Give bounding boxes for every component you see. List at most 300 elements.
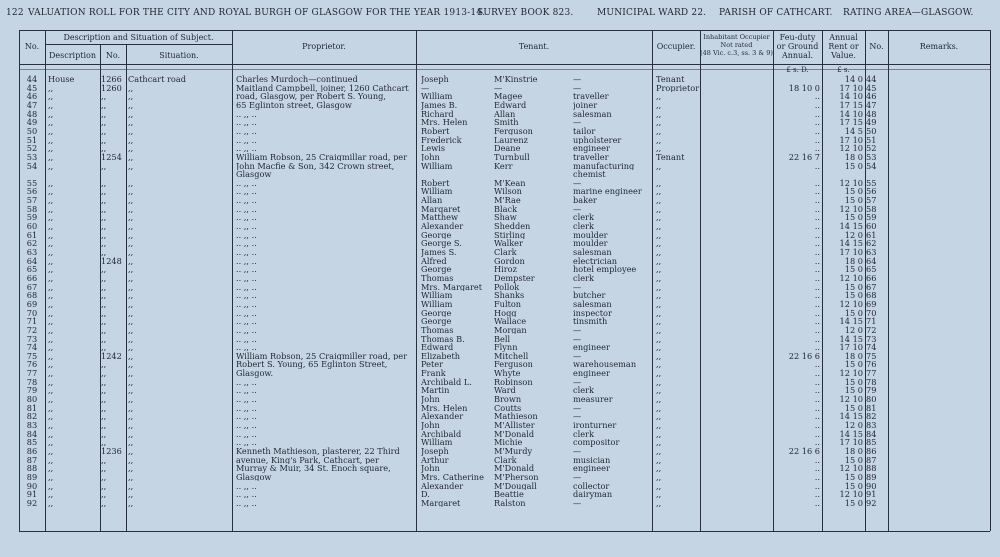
feu-currency-units: £ s. D. (786, 66, 809, 74)
rating-area: RATING AREA—GLASGOW. (843, 8, 974, 18)
cell-no: 84 (26, 429, 38, 439)
table-row (0, 283, 1000, 292)
cell-ann: 15 0 (844, 403, 863, 413)
cell-sit: ,, (128, 239, 134, 248)
cell-num: ,, (101, 126, 107, 136)
cell-occ: engineer (573, 144, 610, 153)
cell-occ: salesman (573, 299, 612, 309)
cell-first: Archibald (421, 429, 462, 439)
cell-occ: baker (573, 196, 597, 205)
cell-last: — (494, 83, 503, 93)
cell-ann: 18 0 (844, 152, 863, 162)
cell-last: Gordon (494, 256, 525, 266)
cell-occupier: ,, (656, 481, 662, 491)
cell-desc: ,, (48, 369, 54, 378)
table-row (0, 447, 1000, 456)
cell-occupier: ,, (656, 222, 662, 231)
cell-no3: 60 (866, 222, 877, 231)
cell-no3: 89 (866, 472, 877, 482)
table-row (0, 248, 1000, 257)
cell-ann: 14 15 (839, 239, 863, 248)
cell-prop: Murray & Muir, 34 St. Enoch square, (236, 464, 391, 473)
cell-first: Edward (421, 343, 454, 352)
cell-feu: .. (814, 343, 820, 352)
cell-feu: .. (814, 299, 820, 309)
cell-sit: ,, (128, 230, 134, 240)
cell-first: Archibald L. (421, 377, 472, 387)
cell-num: ,, (101, 282, 107, 292)
cell-occupier: ,, (656, 239, 662, 248)
cell-num: ,, (101, 196, 107, 205)
table-row (0, 326, 1000, 335)
cell-sit: ,, (128, 455, 134, 465)
cell-first: Alfred (421, 256, 447, 266)
cell-feu: .. (814, 100, 820, 110)
cell-feu: 22 16 7 (788, 152, 820, 162)
cell-occupier: ,, (656, 256, 662, 266)
cell-ann: 15 0 (844, 455, 863, 465)
table-row (0, 231, 1000, 240)
cell-no3: 77 (866, 369, 877, 378)
cell-sit: ,, (128, 92, 134, 101)
cell-occ: — (573, 446, 582, 456)
cell-occupier: ,, (656, 282, 662, 292)
col-description: Description (49, 51, 96, 60)
cell-first: George (421, 317, 452, 326)
cell-ann: 17 15 (839, 100, 863, 110)
cell-last: Ward (494, 386, 516, 395)
cell-occupier: ,, (656, 204, 662, 214)
cell-no: 87 (26, 455, 38, 465)
table-row (0, 300, 1000, 309)
cell-first: Lewis (421, 144, 446, 153)
cell-occ: engineer (573, 369, 610, 378)
cell-sit: ,, (128, 334, 134, 344)
cell-first: James B. (421, 100, 458, 110)
cell-sit: ,, (128, 377, 134, 387)
cell-prop: .. ,, .. (236, 498, 257, 508)
cell-feu: .. (814, 308, 820, 318)
cell-occupier: ,, (656, 343, 662, 352)
cell-num: ,, (101, 386, 107, 395)
cell-ann: 15 0 (844, 265, 863, 274)
cell-feu: .. (814, 481, 820, 491)
cell-ann: 15 0 (844, 291, 863, 300)
cell-no3: 49 (866, 118, 877, 127)
cell-desc: ,, (48, 464, 54, 473)
cell-no: 55 (26, 178, 38, 188)
cell-first: Peter (421, 360, 444, 370)
cell-num: ,, (101, 369, 107, 378)
cell-feu: .. (814, 377, 820, 387)
cell-occ: salesman (573, 109, 612, 119)
cell-feu: .. (814, 230, 820, 240)
cell-feu: .. (814, 92, 820, 101)
cell-last: Laurenz (494, 135, 528, 145)
cell-no3: 82 (866, 412, 877, 421)
cell-feu: 18 10 0 (788, 83, 820, 93)
cell-no3: 74 (866, 343, 877, 352)
cell-occ: engineer (573, 464, 610, 473)
cell-prop: .. ,, .. (236, 403, 257, 413)
cell-ann: 18 0 (844, 446, 863, 456)
cell-no: 54 (26, 161, 38, 171)
table-row (0, 490, 1000, 499)
cell-desc: ,, (48, 317, 54, 326)
cell-occ: — (573, 334, 582, 344)
cell-first: Margaret (421, 498, 461, 508)
cell-no3: 90 (866, 481, 877, 491)
cell-sit: ,, (128, 369, 134, 378)
cell-occ: compositor (573, 438, 620, 447)
cell-no: 67 (26, 282, 38, 292)
cell-num: 1236 (101, 446, 122, 456)
cell-no: 52 (26, 144, 38, 153)
cell-last: M'Dougall (494, 481, 537, 491)
cell-ann: 12 10 (839, 464, 863, 473)
cell-first: Thomas (421, 273, 454, 283)
cell-occ: tinsmith (573, 317, 608, 326)
cell-num: ,, (101, 360, 107, 370)
cell-last: Clark (494, 455, 517, 465)
table-row (0, 153, 1000, 162)
cell-occ: — (573, 75, 582, 84)
cell-prop: .. ,, .. (236, 239, 257, 248)
cell-first: John (421, 421, 440, 430)
cell-sit: ,, (128, 343, 134, 352)
cell-first: Richard (421, 109, 454, 119)
cell-num: ,, (101, 299, 107, 309)
cell-first: Frank (421, 369, 446, 378)
cell-last: Stirling (494, 230, 526, 240)
cell-occ: — (573, 83, 582, 93)
table-row (0, 464, 1000, 473)
cell-desc: ,, (48, 299, 54, 309)
cell-num: ,, (101, 464, 107, 473)
cell-desc: ,, (48, 334, 54, 344)
cell-prop: .. ,, .. (236, 438, 257, 447)
cell-no3: 63 (866, 248, 877, 257)
cell-first: John (421, 464, 440, 473)
cell-sit: ,, (128, 118, 134, 127)
cell-first: D. (421, 490, 430, 499)
cell-feu: .. (814, 403, 820, 413)
cell-sit: ,, (128, 325, 134, 335)
cell-ann: 17 15 (839, 118, 863, 127)
cell-occupier: ,, (656, 135, 662, 145)
cell-no: 80 (26, 395, 38, 404)
cell-no: 71 (26, 317, 38, 326)
cell-no3: 70 (866, 308, 877, 318)
cell-no3: 73 (866, 334, 877, 344)
cell-feu: .. (814, 395, 820, 404)
cell-desc: ,, (48, 472, 54, 482)
cell-first: John (421, 395, 440, 404)
cell-ann: 18 0 (844, 256, 863, 266)
cell-desc: ,, (48, 282, 54, 292)
cell-last: Ralston (494, 498, 526, 508)
cell-occ: upholsterer (573, 135, 622, 145)
cell-desc: ,, (48, 239, 54, 248)
cell-last: Ferguson (494, 126, 533, 136)
cell-ann: 12 10 (839, 178, 863, 188)
cell-ann: 12 10 (839, 144, 863, 153)
cell-no3: 53 (866, 152, 877, 162)
cell-desc: ,, (48, 403, 54, 413)
cell-no3: 54 (866, 161, 877, 171)
cell-sit: ,, (128, 161, 134, 171)
cell-occupier: ,, (656, 196, 662, 205)
cell-prop: .. ,, .. (236, 412, 257, 421)
cell-occ: — (573, 118, 582, 127)
cell-desc: ,, (48, 386, 54, 395)
cell-no3: 75 (866, 351, 877, 361)
cell-ann: 12 0 (844, 325, 863, 335)
col-feu-duty: Feu-duty or Ground Annual. (776, 33, 819, 60)
cell-no3: 68 (866, 291, 877, 300)
cell-no: 46 (26, 92, 38, 101)
cell-desc: ,, (48, 196, 54, 205)
cell-occupier: ,, (656, 421, 662, 430)
cell-occupier: ,, (656, 412, 662, 421)
cell-ann: 15 0 (844, 161, 863, 171)
cell-num: ,, (101, 403, 107, 413)
cell-first: Martin (421, 386, 450, 395)
cell-sit: ,, (128, 291, 134, 300)
cell-occupier: ,, (656, 273, 662, 283)
cell-feu: .. (814, 291, 820, 300)
page-number: 122 (6, 8, 24, 18)
cell-prop: .. ,, .. (236, 291, 257, 300)
table-row (0, 360, 1000, 369)
table-row (0, 239, 1000, 248)
cell-num: ,, (101, 187, 107, 197)
table-row (0, 421, 1000, 430)
cell-occ: musician (573, 455, 611, 465)
cell-ann: 15 0 (844, 386, 863, 395)
cell-prop: 65 Eglinton street, Glasgow (236, 100, 352, 110)
cell-occ: — (573, 351, 582, 361)
cell-sit: ,, (128, 464, 134, 473)
table-row (0, 118, 1000, 127)
cell-no: 60 (26, 222, 38, 231)
cell-no3: 91 (866, 490, 877, 499)
cell-prop: .. ,, .. (236, 196, 257, 205)
cell-prop: Glasgow. (236, 369, 274, 378)
cell-occupier: ,, (656, 438, 662, 447)
table-row (0, 257, 1000, 266)
cell-num: ,, (101, 317, 107, 326)
cell-sit: ,, (128, 83, 134, 93)
table-row (0, 213, 1000, 222)
cell-last: Hiroz (494, 265, 517, 274)
cell-first: William (421, 299, 453, 309)
cell-desc: ,, (48, 291, 54, 300)
cell-sit: ,, (128, 386, 134, 395)
cell-desc: ,, (48, 429, 54, 439)
cell-ann: 12 10 (839, 490, 863, 499)
cell-prop: .. ,, .. (236, 395, 257, 404)
cell-first: Elizabeth (421, 351, 461, 361)
cell-no3: 86 (866, 446, 877, 456)
cell-num: 1260 (101, 83, 122, 93)
cell-first: Mrs. Catherine (421, 472, 484, 482)
cell-occupier: ,, (656, 213, 662, 222)
cell-sit: ,, (128, 429, 134, 439)
cell-sit: ,, (128, 222, 134, 231)
cell-occ: — (573, 282, 582, 292)
cell-last: Hogg (494, 308, 517, 318)
cell-desc: ,, (48, 446, 54, 456)
cell-ann: 12 0 (844, 421, 863, 430)
cell-occupier: ,, (656, 161, 662, 171)
cell-sit: Cathcart road (128, 75, 186, 84)
cell-no3: 65 (866, 265, 877, 274)
table-row (0, 222, 1000, 231)
cell-no: 81 (26, 403, 38, 413)
table-row (0, 378, 1000, 387)
cell-last: Deane (494, 144, 521, 153)
cell-desc: ,, (48, 351, 54, 361)
cell-no: 92 (26, 498, 38, 508)
cell-first: William (421, 161, 453, 171)
cell-ann: 14 5 (844, 126, 863, 136)
col-annual-value: Annual Rent or Value. (828, 33, 859, 60)
cell-first: Allan (421, 196, 443, 205)
cell-occ: tailor (573, 126, 596, 136)
cell-ann: 15 0 (844, 360, 863, 370)
cell-first: — (421, 83, 430, 93)
cell-occ: — (573, 204, 582, 214)
cell-sit: ,, (128, 403, 134, 413)
cell-last: M'Rae (494, 196, 521, 205)
cell-first: Mrs. Helen (421, 403, 468, 413)
cell-prop: William Robson, 25 Craigmillar road, per (236, 152, 408, 162)
cell-desc: ,, (48, 412, 54, 421)
cell-num: ,, (101, 412, 107, 421)
cell-num: ,, (101, 265, 107, 274)
cell-ann: 15 0 (844, 377, 863, 387)
cell-no3: 79 (866, 386, 877, 395)
cell-num: ,, (101, 472, 107, 482)
cell-desc: ,, (48, 256, 54, 266)
cell-occupier: ,, (656, 308, 662, 318)
cell-last: Brown (494, 395, 522, 404)
cell-occupier: ,, (656, 472, 662, 482)
cell-feu: .. (814, 204, 820, 214)
cell-last: Shaw (494, 213, 517, 222)
cell-sit: ,, (128, 204, 134, 214)
cell-occ: — (573, 498, 582, 508)
cell-desc: ,, (48, 100, 54, 110)
cell-num: 1242 (101, 351, 122, 361)
cell-feu: .. (814, 187, 820, 197)
cell-feu: .. (814, 317, 820, 326)
cell-prop: .. ,, .. (236, 256, 257, 266)
cell-last: Shedden (494, 222, 531, 231)
cell-sit: ,, (128, 481, 134, 491)
cell-no3: 64 (866, 256, 877, 266)
cell-desc: House (48, 75, 75, 84)
cell-desc: ,, (48, 83, 54, 93)
cell-num: ,, (101, 118, 107, 127)
cell-occ: ironturner (573, 421, 617, 430)
cell-num: ,, (101, 144, 107, 153)
cell-num: ,, (101, 455, 107, 465)
cell-sit: ,, (128, 438, 134, 447)
cell-first: George S. (421, 239, 462, 248)
cell-occ: moulder (573, 230, 608, 240)
cell-feu: .. (814, 196, 820, 205)
table-row (0, 317, 1000, 326)
cell-occupier: ,, (656, 100, 662, 110)
cell-desc: ,, (48, 135, 54, 145)
cell-no: 58 (26, 204, 38, 214)
cell-no3: 71 (866, 317, 877, 326)
cell-first: Frederick (421, 135, 462, 145)
cell-occ: joiner (573, 100, 598, 110)
cell-occ: dairyman (573, 490, 613, 499)
cell-prop: John Macfie & Son, 342 Crown street, (236, 161, 395, 171)
cell-prop: road, Glasgow, per Robert S. Young, (236, 92, 386, 101)
cell-desc: ,, (48, 325, 54, 335)
cell-sit: ,, (128, 256, 134, 266)
cell-desc: ,, (48, 213, 54, 222)
cell-occupier: ,, (656, 490, 662, 499)
cell-no3: 80 (866, 395, 877, 404)
table-row (0, 473, 1000, 482)
cell-occ: warehouseman (573, 360, 637, 370)
table-row (0, 412, 1000, 421)
cell-feu: .. (814, 325, 820, 335)
cell-last: M'Murdy (494, 446, 533, 456)
cell-desc: ,, (48, 421, 54, 430)
cell-ann: 15 0 (844, 481, 863, 491)
cell-last: Wilson (494, 187, 522, 197)
cell-no3: 47 (866, 100, 877, 110)
cell-occ: — (573, 377, 582, 387)
cell-desc: ,, (48, 498, 54, 508)
cell-no3: 81 (866, 403, 877, 413)
cell-first: George (421, 230, 452, 240)
cell-ann: 15 0 (844, 308, 863, 318)
cell-no: 44 (26, 75, 38, 84)
cell-occ: clerk (573, 222, 594, 231)
cell-num: ,, (101, 178, 107, 188)
cell-num: ,, (101, 308, 107, 318)
cell-feu: .. (814, 109, 820, 119)
cell-last: M'Kean (494, 178, 526, 188)
cell-no3: 55 (866, 178, 877, 188)
cell-desc: ,, (48, 204, 54, 214)
cell-occ: — (573, 472, 582, 482)
cell-occupier: ,, (656, 455, 662, 465)
table-row (0, 110, 1000, 119)
cell-no: 91 (26, 490, 38, 499)
cell-ann: 12 10 (839, 273, 863, 283)
cell-feu: .. (814, 213, 820, 222)
cell-ann: 12 10 (839, 299, 863, 309)
col-occupier: Occupier. (656, 42, 696, 51)
cell-num: ,, (101, 343, 107, 352)
cell-ann: 14 15 (839, 412, 863, 421)
cell-prop: .. ,, .. (236, 265, 257, 274)
cell-last: Robinson (494, 377, 533, 387)
cell-no3: 92 (866, 498, 877, 508)
cell-occupier: ,, (656, 92, 662, 101)
col-inhabitant-occupier: Inhabitant Occupier Not rated (48 Vic. c.3, ss. 3 & 9) (700, 33, 773, 57)
cell-desc: ,, (48, 92, 54, 101)
